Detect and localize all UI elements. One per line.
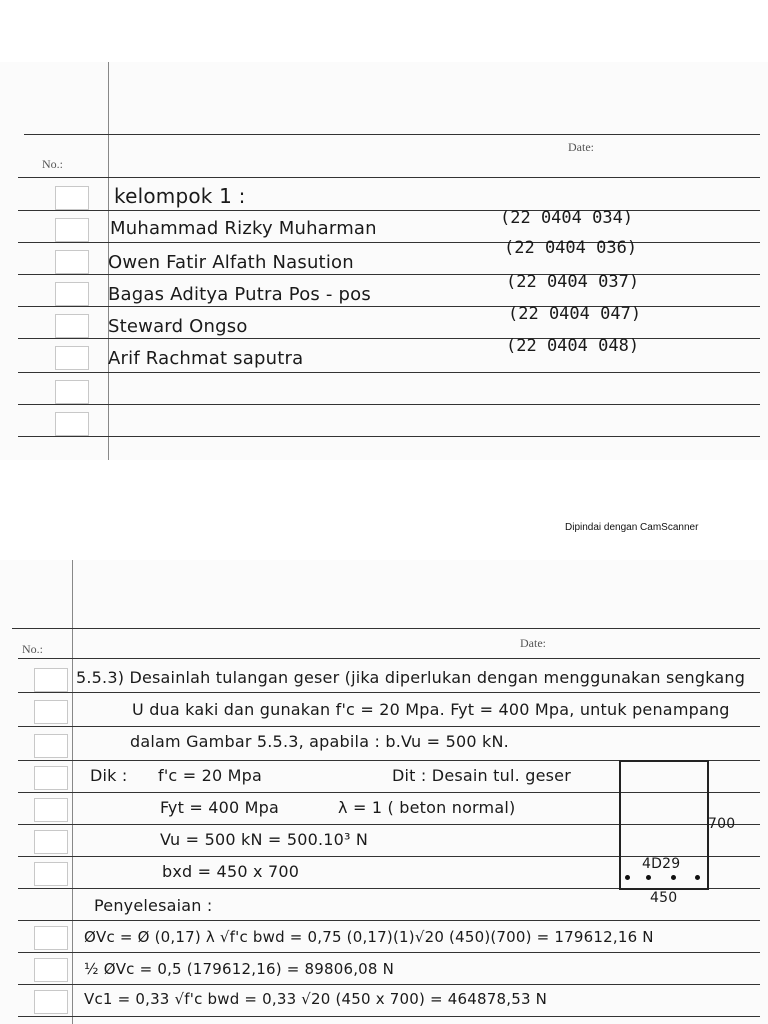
rebar-dot [646,875,651,880]
row-checkbox [34,926,68,950]
given-label: Dik : [90,766,128,785]
group-title: kelompok 1 : [114,184,246,208]
given-fyt: Fyt = 400 Mpa [160,798,280,817]
ruled-line [18,404,760,405]
ruled-line [12,628,760,629]
member-name: Steward Ongso [108,316,248,337]
beam-height-label: 700 [708,816,736,832]
row-checkbox [34,734,68,758]
ruled-line [18,1016,760,1017]
ruled-line [18,692,760,693]
row-checkbox [55,282,89,306]
beam-width-label: 450 [650,890,678,906]
row-checkbox [34,668,68,692]
rebar-dot [671,875,676,880]
ruled-line [18,274,760,275]
ruled-line [18,177,760,178]
ruled-line [18,658,760,659]
member-name: Arif Rachmat saputra [108,348,304,369]
member-nim: (22 0404 047) [508,304,642,324]
member-name: Bagas Aditya Putra Pos - pos [108,284,371,305]
member-name: Owen Fatir Alfath Nasution [108,252,354,273]
ruled-line [18,338,760,339]
row-checkbox [55,218,89,242]
row-checkbox [34,766,68,790]
beam-bar-label: 4D29 [642,856,681,872]
row-checkbox [34,798,68,822]
rebar-dot [695,875,700,880]
ruled-line [24,134,760,135]
problem-line: U dua kaki dan gunakan f'c = 20 Mpa. Fyt = 400 Mpa, untuk penampang [132,700,730,719]
equation: ØVc = Ø (0,17) λ √f'c bwd = 0,75 (0,17)(1)√20 (450)(700) = 179612,16 N [84,928,654,946]
ruled-line [18,726,760,727]
ruled-line [18,210,760,211]
ruled-line [18,306,760,307]
row-checkbox [55,412,89,436]
no-label: No.: [42,157,63,171]
member-nim: (22 0404 034) [500,208,634,228]
ruled-line [18,920,760,921]
row-checkbox [55,346,89,370]
rebar-dot [625,875,630,880]
asked-text: Dit : Desain tul. geser [392,766,571,785]
equation: ½ ØVc = 0,5 (179612,16) = 89806,08 N [84,960,395,978]
row-checkbox [55,380,89,404]
row-checkbox [34,830,68,854]
member-nim: (22 0404 048) [506,336,640,356]
given-vu: Vu = 500 kN = 500.10³ N [160,830,369,849]
given-fc: f'c = 20 Mpa [158,766,263,785]
ruled-line [18,242,760,243]
ruled-line [18,952,760,953]
row-checkbox [34,958,68,982]
ruled-line [18,372,760,373]
solution-label: Penyelesaian : [94,896,213,915]
notebook-page-1 [0,62,768,460]
no-label: No.: [22,642,43,656]
notebook-page-2 [0,560,768,1024]
ruled-line [18,984,760,985]
date-label: Date: [520,636,546,650]
row-checkbox [55,250,89,274]
member-nim: (22 0404 036) [504,238,638,258]
row-checkbox [34,862,68,886]
given-bxd: bxd = 450 x 700 [162,862,300,881]
ruled-line [18,436,760,437]
row-checkbox [34,700,68,724]
problem-line: dalam Gambar 5.5.3, apabila : b.Vu = 500 kN. [130,732,509,751]
problem-line: 5.5.3) Desainlah tulangan geser (jika diperlukan dengan menggunakan sengkang [76,668,746,687]
member-name: Muhammad Rizky Muharman [110,218,377,239]
row-checkbox [55,186,89,210]
date-label: Date: [568,140,594,154]
row-checkbox [55,314,89,338]
row-checkbox [34,990,68,1014]
scanner-watermark: Dipindai dengan CamScanner [565,522,699,533]
lambda-text: λ = 1 ( beton normal) [338,798,516,817]
member-nim: (22 0404 037) [506,272,640,292]
equation: Vc1 = 0,33 √f'c bwd = 0,33 √20 (450 x 700) = 464878,53 N [84,990,548,1008]
